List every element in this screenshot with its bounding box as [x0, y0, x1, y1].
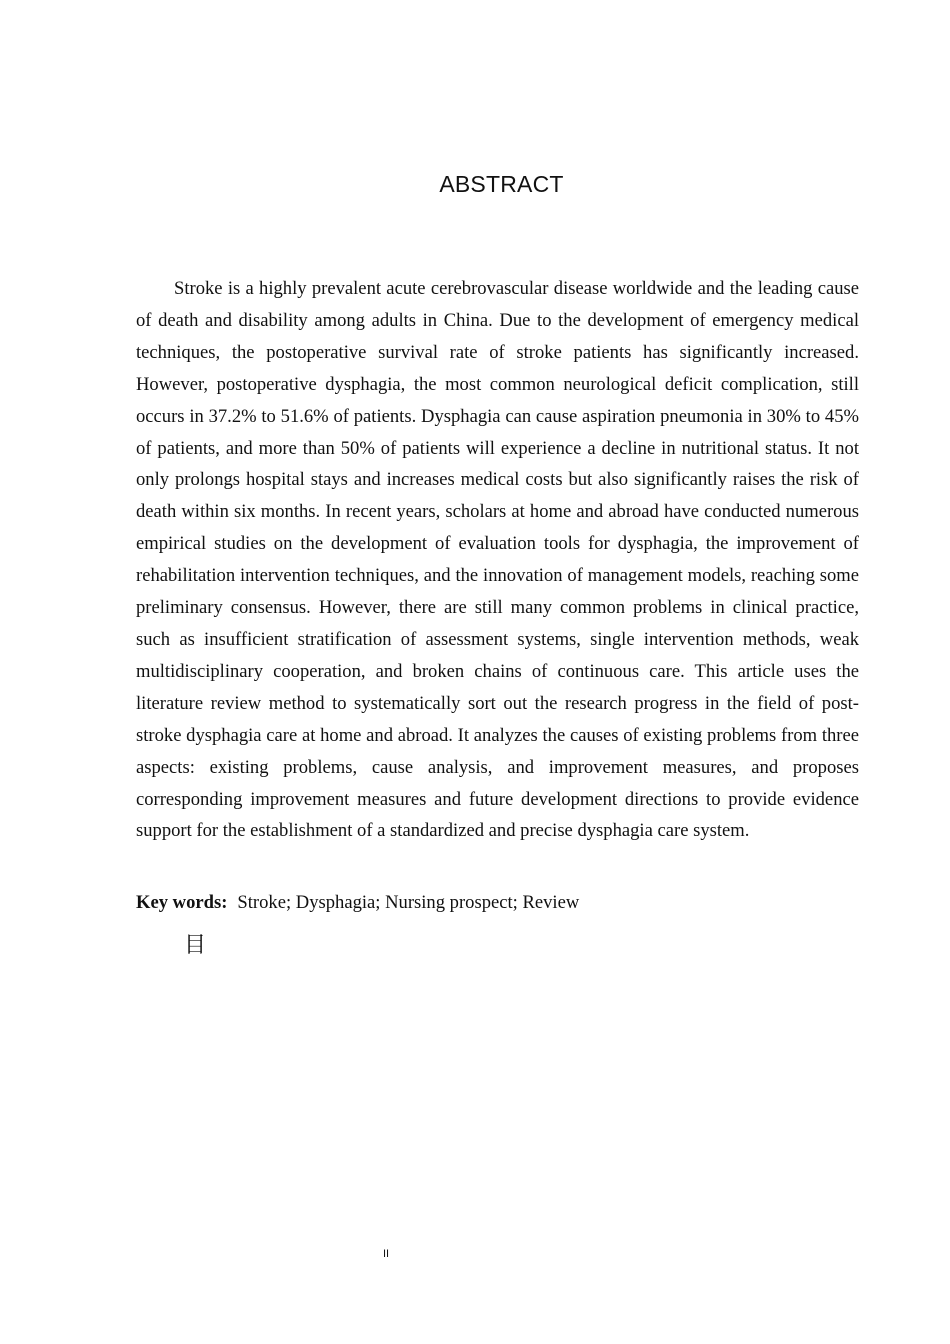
abstract-body: Stroke is a highly prevalent acute cerebrovascular disease worldwide and the leading cause of death and disability among adults in China. Due to the development of emergency medical techniques, the postoperative survival rate of stroke patients has significantly increased. However, postoperative dysphagia, the most common neurological deficit complication, still occurs in 37.2% to 51.6% of patients. Dysphagia can cause aspiration pneumonia in 30% to 45% of patients, and more than 50% of patients will experience a decline in nutritional status. It not only prolongs hospital stays and increases medical costs but also significantly raises the risk of death within six months. In recent years, scholars at home and abroad have conducted numerous empirical studies on the development of evaluation tools for dysphagia, the improvement of rehabilitation intervention techniques, and the innovation of management models, reaching some preliminary consensus. However, there are still many common problems in clinical practice, such as insufficient stratification of assessment systems, single intervention methods, weak multidisciplinary cooperation, and broken chains of continuous care. This article uses the literature review method to systematically sort out the research progress in the field of post-stroke dysphagia care at home and abroad. It analyzes the causes of existing problems from three aspects: existing problems, cause analysis, and improvement measures, and proposes corresponding improvement measures and future development directions to provide evidence support for the establishment of a standardized and precise dysphagia care system.	[136, 278, 859, 842]
keywords-label: Key words:	[136, 892, 228, 913]
keywords-line	[136, 887, 859, 918]
page-number: II	[382, 1248, 390, 1260]
keywords-value: Stroke; Dysphagia; Nursing prospect; Review	[237, 892, 580, 913]
abstract-heading: ABSTRACT	[439, 171, 564, 197]
table-of-contents-heading-fragment: 目	[184, 933, 207, 958]
